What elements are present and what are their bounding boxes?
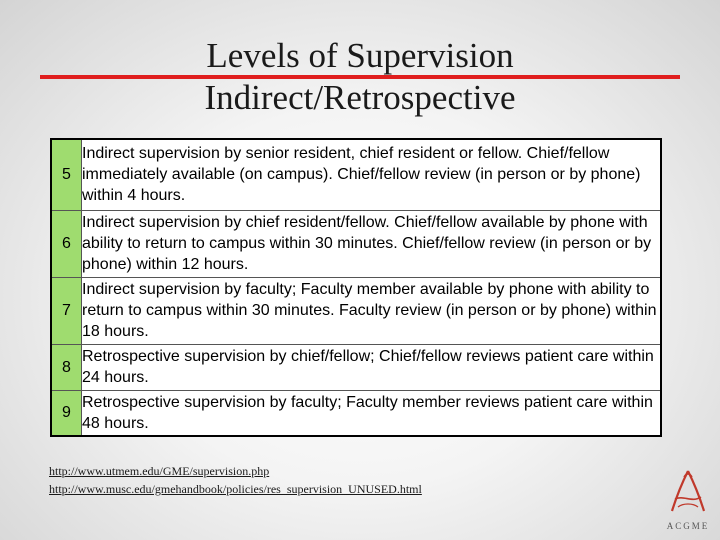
slide-title-line2: Indirect/Retrospective <box>204 78 516 117</box>
level-description: Retrospective supervision by faculty; Faculty member reviews patient care within 48 hours. <box>82 390 662 436</box>
level-description: Indirect supervision by senior resident, chief resident or fellow. Chief/fellow immediately available (on campus). Chief/fellow review (in person or by phone) within 4 hours. <box>82 139 662 210</box>
level-description: Retrospective supervision by chief/fellow; Chief/fellow reviews patient care within 24 hours. <box>82 344 662 390</box>
level-number: 5 <box>51 139 82 210</box>
table-row <box>51 344 661 390</box>
level-number: 8 <box>51 344 82 390</box>
svg-text:ACGME: ACGME <box>666 521 710 531</box>
musc-supervision-link[interactable]: http://www.musc.edu/gmehandbook/policies/res_supervision_UNUSED.html <box>49 482 422 496</box>
table-row <box>51 210 661 277</box>
table-row <box>51 390 661 436</box>
level-description: Indirect supervision by faculty; Faculty member available by phone with ability to return to campus within 30 minutes. Faculty review (in person or by phone) within 18 hours. <box>82 277 662 344</box>
slide-title-line1: Levels of Supervision <box>206 36 514 75</box>
table-row <box>51 139 661 210</box>
level-description: Indirect supervision by chief resident/fellow. Chief/fellow available by phone with ability to return to campus within 30 minutes. Chief/fellow review (in person or by phone) within 12 hours. <box>82 210 662 277</box>
level-number: 7 <box>51 277 82 344</box>
utmem-supervision-link[interactable]: http://www.utmem.edu/GME/supervision.php <box>49 464 270 478</box>
supervision-levels-table <box>50 138 662 437</box>
table-row <box>51 277 661 344</box>
acgme-logo-icon <box>660 465 716 535</box>
level-number: 9 <box>51 390 82 436</box>
level-number: 6 <box>51 210 82 277</box>
